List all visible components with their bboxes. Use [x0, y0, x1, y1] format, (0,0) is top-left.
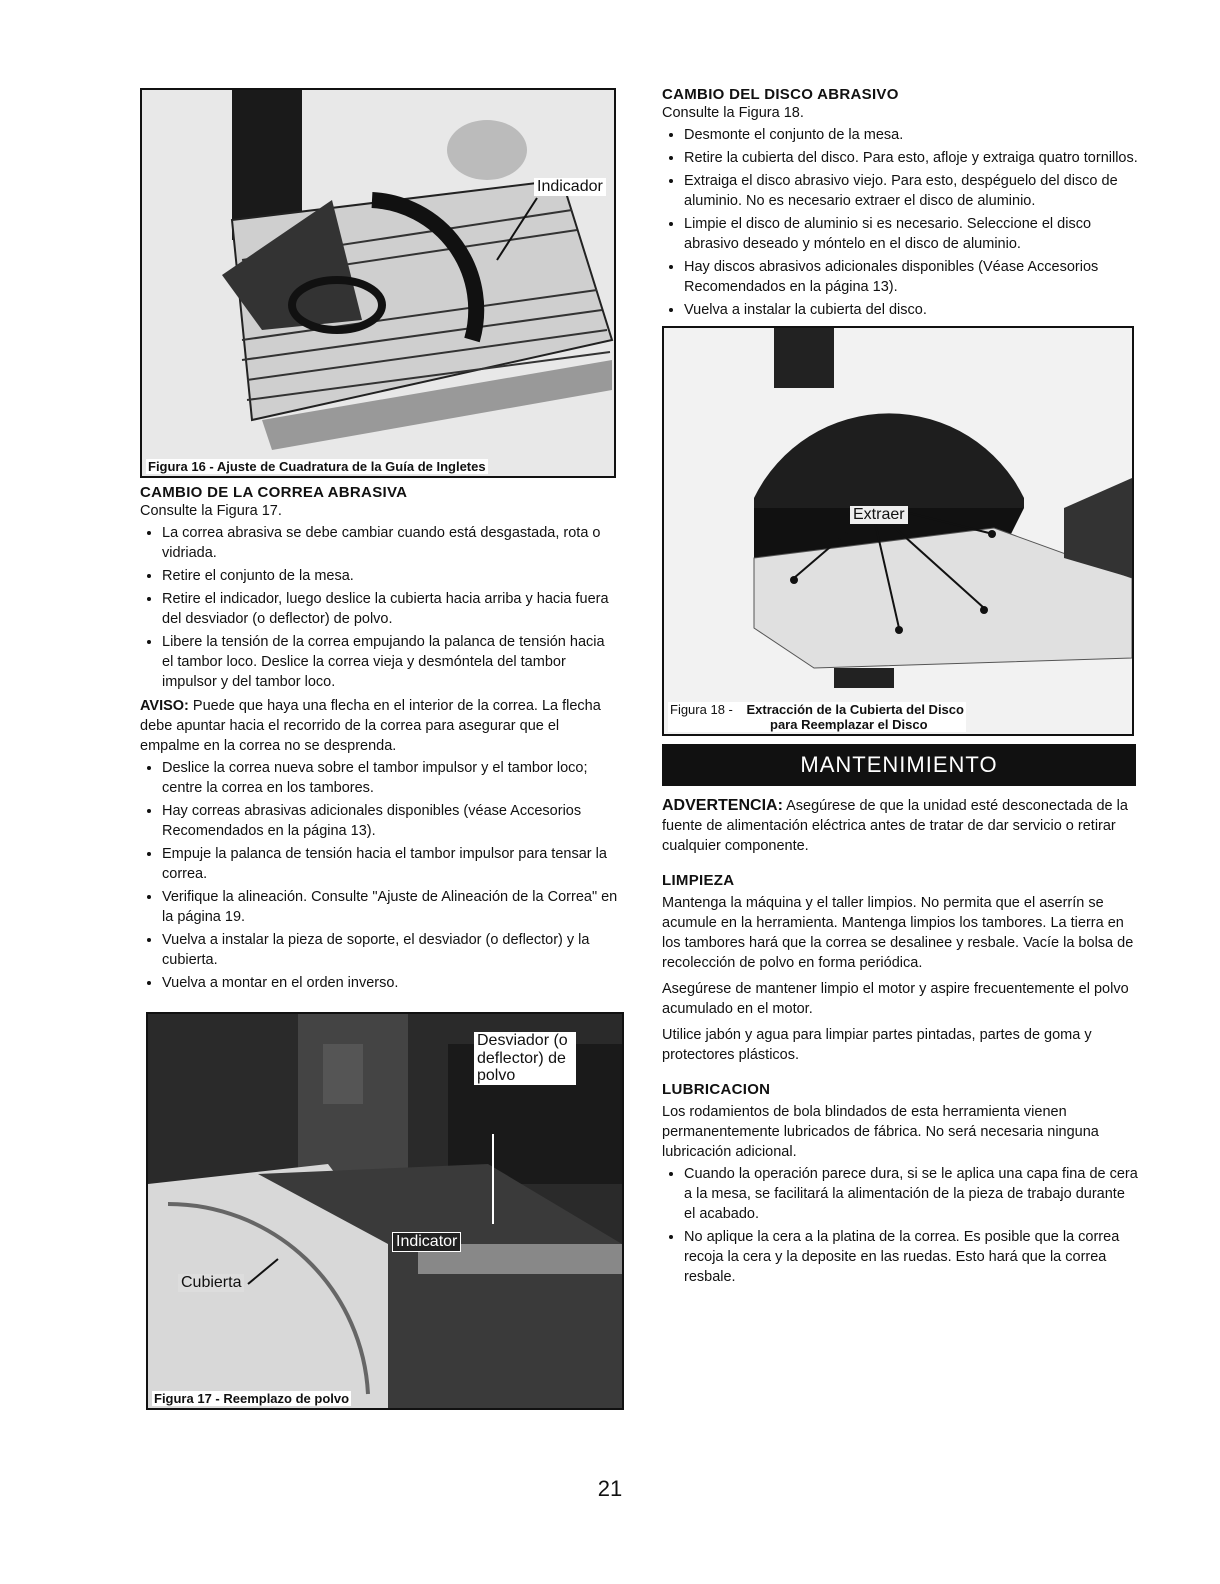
disc-bullets [662, 125, 1140, 320]
cleaning-title: LIMPIEZA [662, 872, 735, 889]
belt-bullets-1 [140, 523, 618, 692]
list-item: • Extraiga el disco abrasivo viejo. Para esto, despéguelo del disco de aluminio. No es necesario extraer el disco de aluminio. [684, 171, 1140, 211]
figure-18-illustration [664, 328, 1132, 734]
figure-16-caption: Figura 16 - Ajuste de Cuadratura de la Guía de Ingletes [148, 459, 486, 474]
list-item: • Retire el indicador, luego deslice la cubierta hacia arriba y hacia fuera del desviador (o deflector) de polvo. [162, 589, 618, 629]
page-number: 21 [597, 1476, 623, 1501]
cleaning-paragraph-3: Utilice jabón y agua para limpiar partes pintadas, partes de goma y protectores plásticos. [662, 1027, 1092, 1063]
figure-17 [146, 1012, 624, 1410]
figure-18-callout-remove: Extraer [850, 506, 908, 524]
notice-text: Puede que haya una flecha en el interior de la correa. La flecha debe apuntar hacia el recorrido de la correa para asegurar que el empalme en la correa no se desprenda. [140, 698, 601, 754]
list-item: • Retire la cubierta del disco. Para esto, afloje y extraiga quatro tornillos. [684, 148, 1140, 168]
cleaning-paragraph-2: Asegúrese de mantener limpio el motor y aspire frecuentemente el polvo acumulado en el motor. [662, 981, 1129, 1017]
warning-label: ADVERTENCIA: [662, 797, 783, 814]
list-item: • Hay correas abrasivas adicionales disponibles (véase Accesorios Recomendados en la página 13). [162, 801, 618, 841]
list-item: • La correa abrasiva se debe cambiar cuando está desgastada, rota o vidriada. [162, 523, 618, 563]
list-item: • Desmonte el conjunto de la mesa. [684, 125, 1140, 145]
lubrication-title: LUBRICACION [662, 1081, 771, 1098]
figure-18-caption-line2: para Reemplazar el Disco [770, 717, 928, 732]
cleaning-paragraph-1: Mantenga la máquina y el taller limpios. No permita que el aserrín se acumule en la herramienta. Mantenga limpios los tambores. La tierra en los tambores hará que la correa se desalinee y resbale. Vacíe la bolsa de recolección de polvo en forma periódica. [662, 895, 1134, 971]
list-item: • Cuando la operación parece dura, si se le aplica una capa fina de cera a la mesa, se facilitará la alimentación de la pieza de trabajo durante el acabado. [684, 1164, 1140, 1224]
figure-16-illustration [142, 90, 614, 476]
belt-section-intro: Consulte la Figura 17. [140, 503, 282, 519]
maintenance-warning [662, 796, 1140, 856]
list-item: • Hay discos abrasivos adicionales disponibles (Véase Accesorios Recomendados en la página 13). [684, 257, 1140, 297]
belt-notice [140, 696, 618, 756]
lubrication-bullets [662, 1164, 1140, 1287]
list-item: • Libere la tensión de la correa empujando la palanca de tensión hacia el tambor loco. Deslice la correa vieja y desmóntela del tambor impulsor y del tambor loco. [162, 632, 618, 692]
figure-18-caption-line1: Extracción de la Cubierta del Disco [746, 702, 964, 717]
figure-18-caption-label: Figura 18 - [670, 702, 733, 717]
list-item: • Vuelva a instalar la cubierta del disco. [684, 300, 1140, 320]
list-item: • Retire el conjunto de la mesa. [162, 566, 618, 586]
left-column [140, 88, 618, 997]
disc-section-intro: Consulte la Figura 18. [662, 105, 804, 121]
notice-label: AVISO: [140, 698, 189, 714]
list-item: • Limpie el disco de aluminio si es necesario. Seleccione el disco abrasivo deseado y móntelo en el disco de aluminio. [684, 214, 1140, 254]
belt-section-title: CAMBIO DE LA CORREA ABRASIVA [140, 484, 408, 501]
figure-17-caption: Figura 17 - Reemplazo de polvo [154, 1391, 350, 1406]
list-item: • Empuje la palanca de tensión hacia el tambor impulsor para tensar la correa. [162, 844, 618, 884]
list-item: • Verifique la alineación. Consulte "Ajuste de Alineación de la Correa" en la página 19. [162, 887, 618, 927]
warning-text: Asegúrese de que la unidad esté desconectada de la fuente de alimentación eléctrica antes de tratar de dar servicio o retirar cualquier componente. [662, 798, 1128, 854]
figure-16 [140, 88, 616, 478]
right-column [662, 86, 1140, 1291]
figure-16-callout-indicator: Indicador [534, 178, 606, 196]
lubrication-paragraph: Los rodamientos de bola blindados de esta herramienta vienen permanentemente lubricados de fábrica. No será necesaria ninguna lubricación adicional. [662, 1104, 1099, 1160]
figure-17-callout-indicator: Indicator [392, 1232, 461, 1252]
figure-18 [662, 326, 1134, 736]
figure-17-callout-cover: Cubierta [178, 1274, 244, 1292]
list-item: • Vuelva a montar en el orden inverso. [162, 973, 618, 993]
list-item: • Deslice la correa nueva sobre el tambor impulsor y el tambor loco; centre la correa en los tambores. [162, 758, 618, 798]
disc-section-title: CAMBIO DEL DISCO ABRASIVO [662, 86, 899, 103]
figure-18-caption [668, 702, 966, 732]
figure-17-callout-deflector: Desviador (o deflector) de polvo [474, 1032, 576, 1085]
belt-bullets-2 [140, 758, 618, 993]
maintenance-banner: MANTENIMIENTO [662, 744, 1136, 786]
list-item: • No aplique la cera a la platina de la correa. Es posible que la correa recoja la cera y la deposite en las ruedas. Esto hará que la correa resbale. [684, 1227, 1140, 1287]
list-item: • Vuelva a instalar la pieza de soporte, el desviador (o deflector) y la cubierta. [162, 930, 618, 970]
